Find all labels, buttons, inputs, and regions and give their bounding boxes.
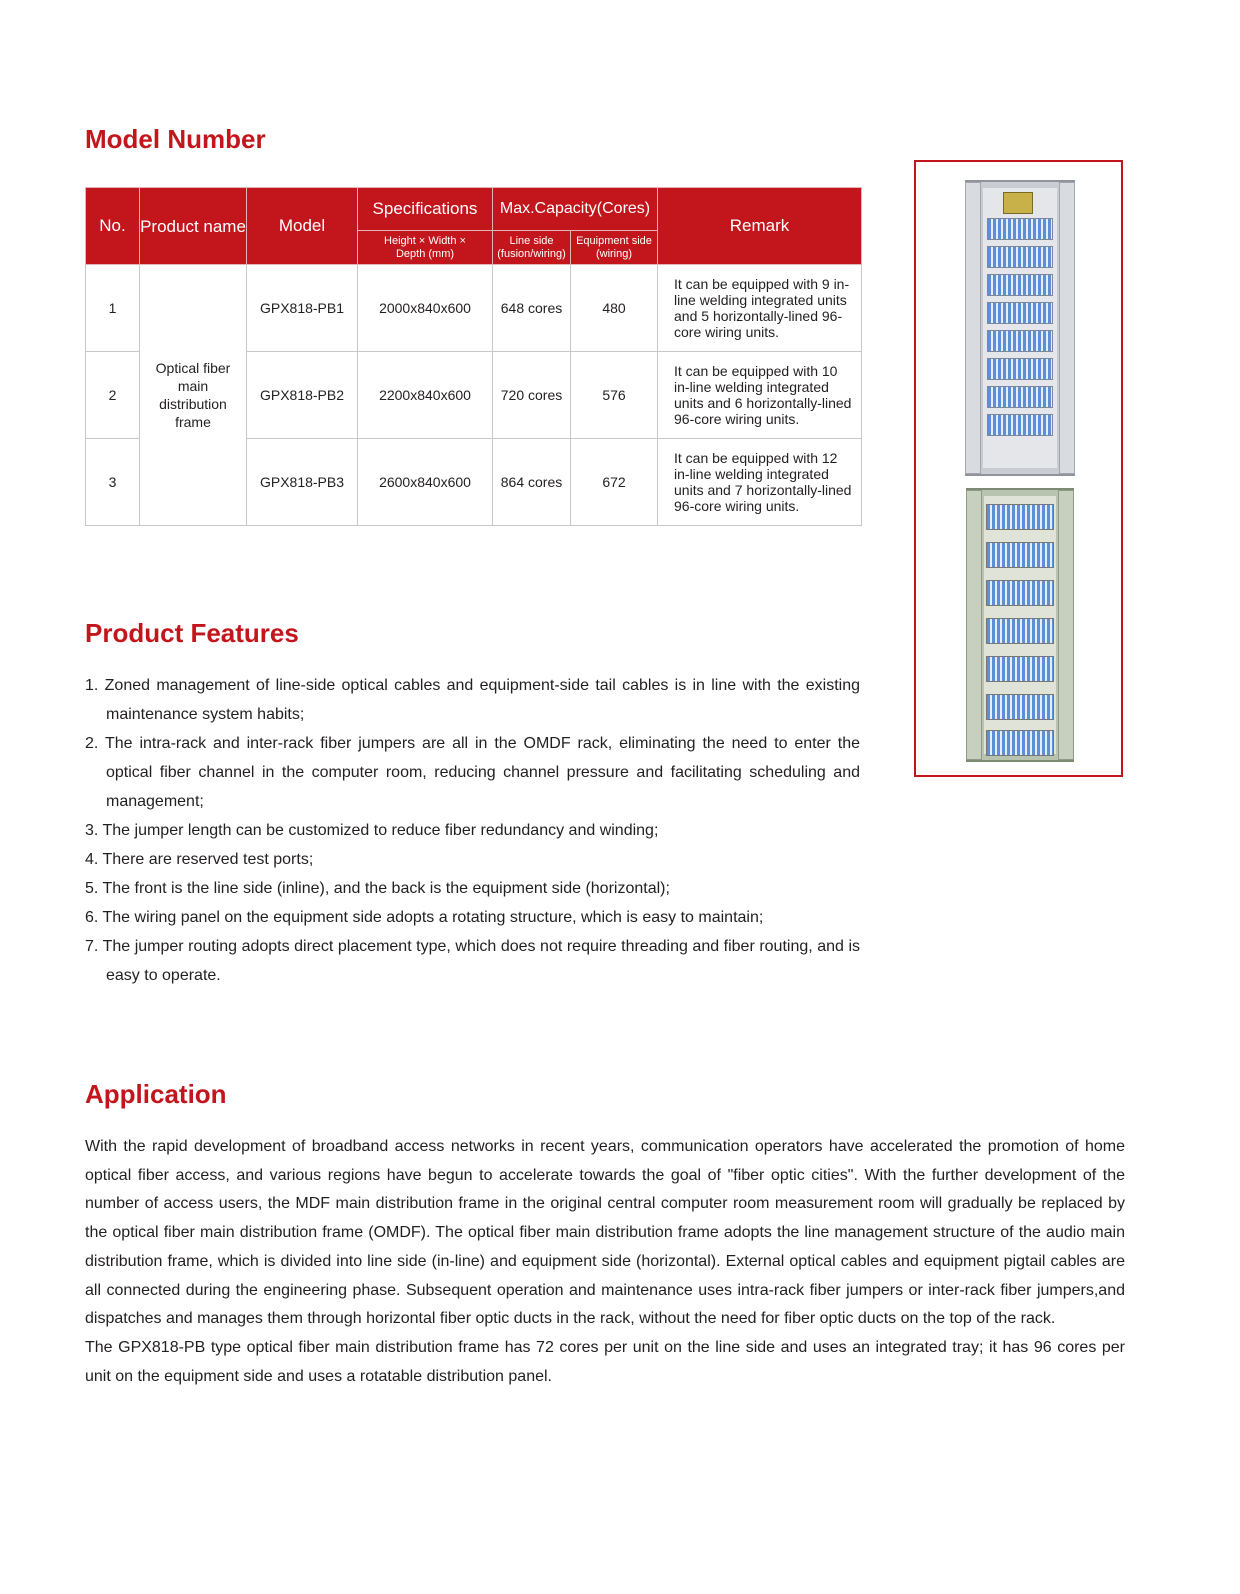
product-features-heading: Product Features (85, 618, 299, 648)
row-model: GPX818-PB3 (247, 439, 358, 526)
row-model: GPX818-PB2 (247, 352, 358, 439)
row-remark: It can be equipped with 9 in-line welding integrated units and 5 horizontally-lined 96-core wiring units. (658, 265, 862, 352)
list-item: 2. The intra-rack and inter-rack fiber jumpers are all in the OMDF rack, eliminating the need to enter the optical fiber channel in the computer room, reducing channel pressure and facilitating scheduling and management; (85, 735, 860, 810)
header-max-capacity: Max.Capacity(Cores) (493, 188, 658, 231)
application-paragraph: With the rapid development of broadband access networks in recent years, communication operators have accelerated the promotion of home optical fiber access, and various regions have begun to accelerate towards the goal of "fiber optic cities". With the further development of the number of access users, the MDF main distribution frame in the original central computer room measurement room will gradually be replaced by the optical fiber main distribution frame (OMDF). The optical fiber main distribution frame adopts the line management structure of the audio main distribution frame, which is divided into line side (in-line) and equipment side (horizontal). External optical cables and equipment pigtail cables are all connected during the engineering phase. Subsequent operation and maintenance uses intra-rack fiber jumpers or inter-rack fiber jumpers,and dispatches and manages them through horizontal fiber optic ducts in the rack, without the need for fiber optic ducts on the top of the rack. (85, 1138, 1125, 1328)
list-item: 3. The jumper length can be customized to reduce fiber redundancy and winding; (85, 822, 659, 839)
list-item: 7. The jumper routing adopts direct placement type, which does not require threading and fiber routing, and is easy to operate. (85, 938, 860, 984)
row-line-side: 720 cores (493, 352, 571, 439)
table-row (86, 265, 862, 352)
model-number-heading: Model Number (85, 124, 266, 154)
header-dimensions: Height × Width × Depth (mm) (358, 231, 493, 265)
cabinet-front-image (965, 180, 1075, 476)
application-paragraph: The GPX818-PB type optical fiber main distribution frame has 72 cores per unit on the line side and uses an integrated tray; it has 96 cores per unit on the equipment side and uses a rotatable distribution panel. (85, 1338, 1125, 1385)
list-item: 5. The front is the line side (inline), and the back is the equipment side (horizontal); (85, 880, 670, 897)
row-remark: It can be equipped with 10 in-line welding integrated units and 6 horizontally-lined 96-core wiring units. (658, 352, 862, 439)
row-dimensions: 2200x840x600 (358, 352, 493, 439)
features-list (85, 671, 860, 990)
row-dimensions: 2000x840x600 (358, 265, 493, 352)
header-model: Model (247, 188, 358, 265)
header-product-name: Product name (140, 188, 247, 265)
application-heading: Application (85, 1079, 227, 1109)
list-item: 6. The wiring panel on the equipment side adopts a rotating structure, which is easy to maintain; (85, 909, 764, 926)
product-name-cell: Optical fiber main distribution frame (140, 265, 247, 526)
row-no: 2 (86, 352, 140, 439)
list-item: 4. There are reserved test ports; (85, 851, 314, 868)
product-photo-frame (914, 160, 1123, 777)
header-equipment-side: Equipment side (wiring) (571, 231, 658, 265)
header-remark: Remark (658, 188, 862, 265)
row-equipment-side: 576 (571, 352, 658, 439)
row-line-side: 864 cores (493, 439, 571, 526)
row-model: GPX818-PB1 (247, 265, 358, 352)
row-no: 1 (86, 265, 140, 352)
row-no: 3 (86, 439, 140, 526)
cabinet-back-image (966, 488, 1074, 762)
row-remark: It can be equipped with 12 in-line welding integrated units and 7 horizontally-lined 96-core wiring units. (658, 439, 862, 526)
header-line-side: Line side (fusion/wiring) (493, 231, 571, 265)
model-table (85, 187, 862, 526)
application-text (85, 1133, 1125, 1391)
list-item: 1. Zoned management of line-side optical cables and equipment-side tail cables is in line with the existing maintenance system habits; (85, 677, 860, 723)
row-line-side: 648 cores (493, 265, 571, 352)
header-no: No. (86, 188, 140, 265)
row-equipment-side: 672 (571, 439, 658, 526)
header-specifications: Specifications (358, 188, 493, 231)
row-equipment-side: 480 (571, 265, 658, 352)
row-dimensions: 2600x840x600 (358, 439, 493, 526)
